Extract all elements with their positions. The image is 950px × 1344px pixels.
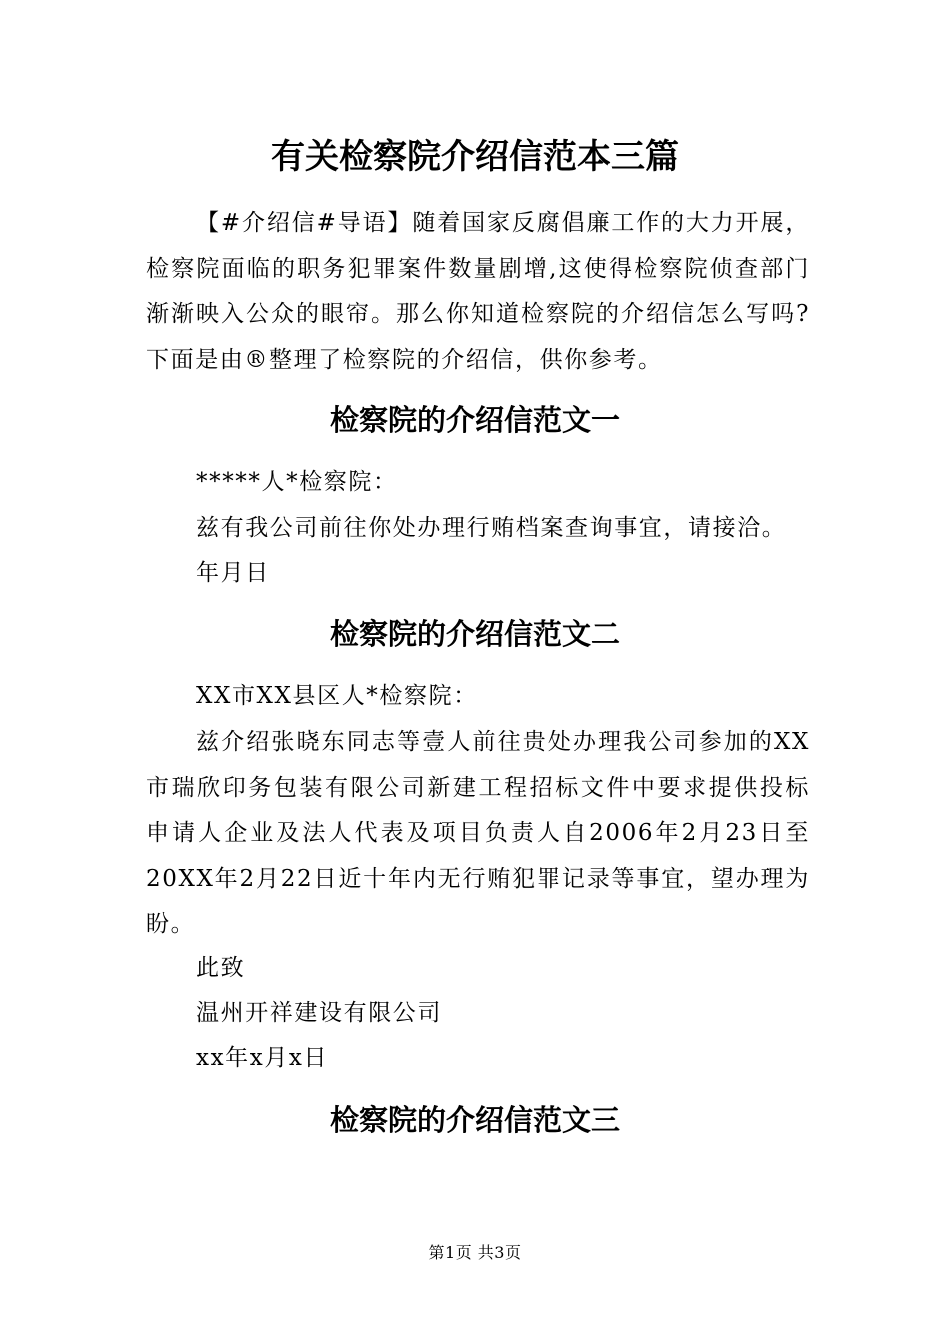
section-1-salutation: *****人*检察院： (196, 469, 398, 495)
section-2-closing: 此致 (196, 955, 246, 981)
section-2-body: 兹介绍张晓东同志等壹人前往贵处办理我公司参加的XX市瑞欣印务包装有限公司新建工程招标文件中要求提供投标申请人企业及法人代表及项目负责人自2006年2月23日至20XX年2月22日近十年内无行贿犯罪记录等事宜，望办理为盼。 (146, 729, 810, 937)
section-heading-2: 检察院的介绍信范文二 (329, 617, 620, 651)
section-1-date: 年月日 (196, 560, 270, 586)
section-heading-1: 检察院的介绍信范文一 (329, 403, 620, 437)
section-2-date: xx年x月x日 (196, 1045, 329, 1071)
section-1-body: 兹有我公司前往你处办理行贿档案查询事宜，请接洽。 (196, 515, 787, 541)
section-heading-3: 检察院的介绍信范文三 (329, 1103, 620, 1137)
intro-paragraph: 【#介绍信#导语】随着国家反腐倡廉工作的大力开展，检察院面临的职务犯罪案件数量剧增,这使得检察院侦查部门渐渐映入公众的眼帘。那么你知道检察院的介绍信怎么写吗?下面是由®整理了检察院的介绍信，供你参考。 (146, 210, 810, 373)
document-title: 有关检察院介绍信范本三篇 (271, 137, 679, 177)
page-footer: 第1页 共3页 (428, 1243, 522, 1262)
section-2-signature: 温州开祥建设有限公司 (196, 1000, 442, 1026)
section-2-salutation: XX市XX县区人*检察院： (196, 683, 478, 709)
